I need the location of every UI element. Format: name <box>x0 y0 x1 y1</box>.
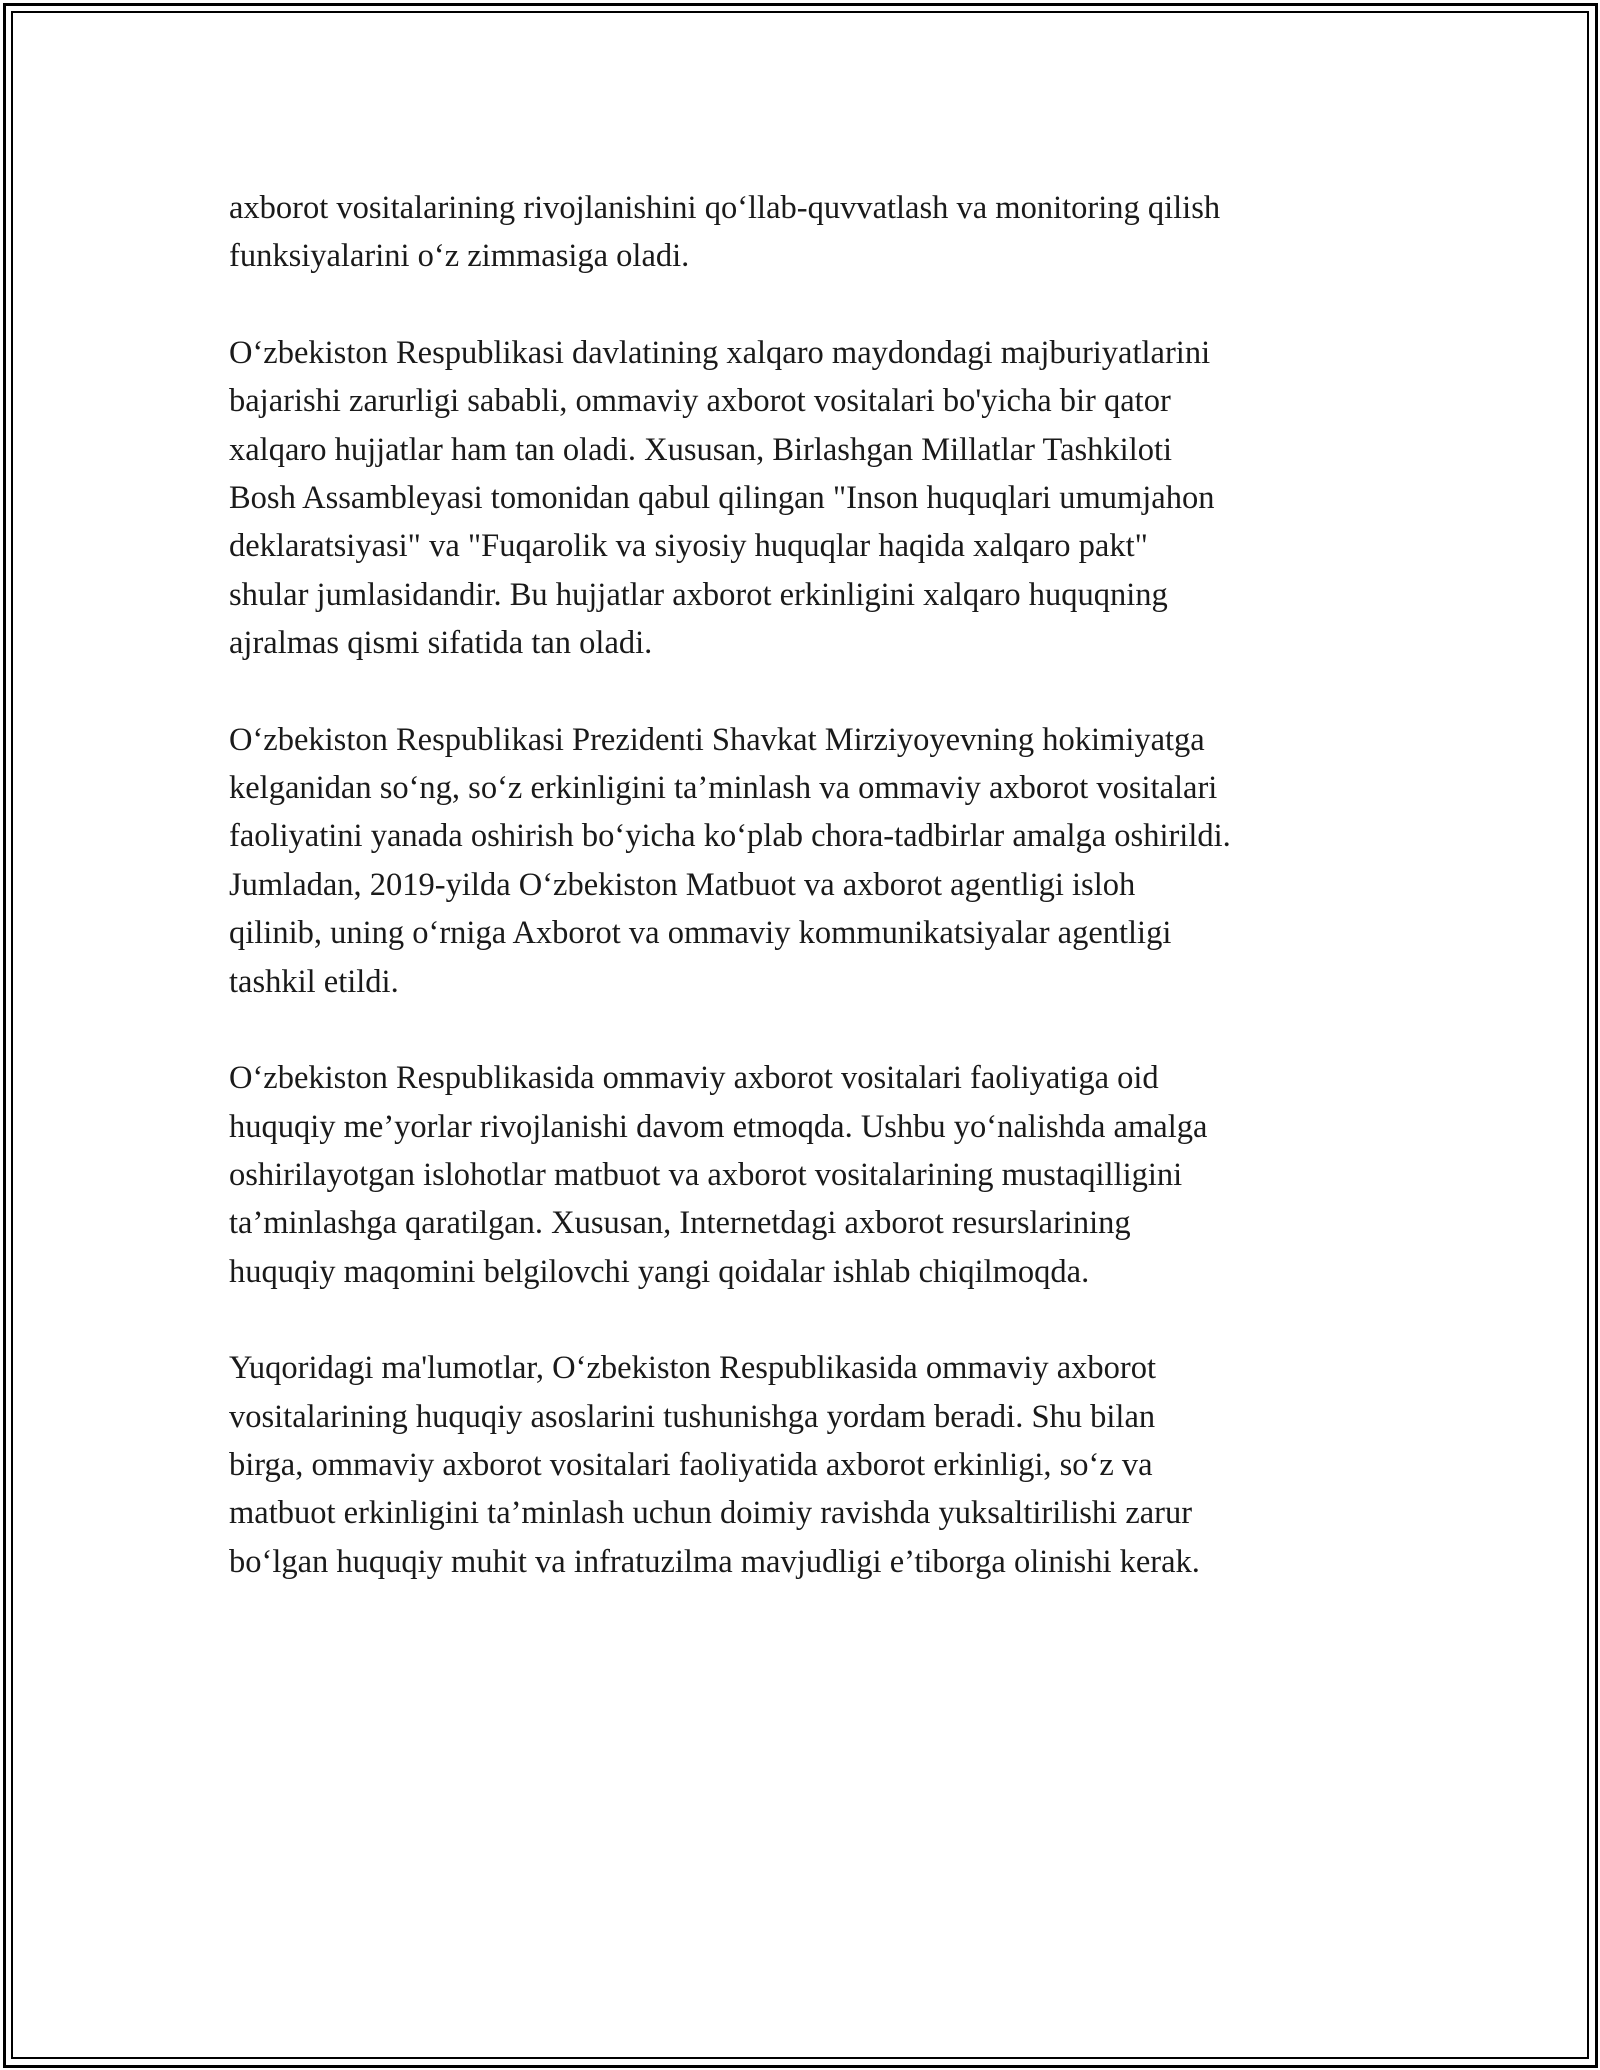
paragraph-2 <box>229 329 1369 668</box>
text-line: axborot vositalarining rivojlanishini qo‘llab-quvvatlash va monitoring qilish <box>229 190 1221 226</box>
text-line: Bosh Assambleyasi tomonidan qabul qilingan "Inson huquqlari umumjahon <box>229 480 1215 517</box>
document-body <box>229 184 1369 1634</box>
paragraph-3 <box>229 716 1369 1006</box>
paragraph-5 <box>229 1344 1369 1586</box>
text-line: matbuot erkinligini ta’minlash uchun doimiy ravishda yuksaltirilishi zarur <box>229 1495 1193 1532</box>
text-line: vositalarining huquqiy asoslarini tushunishga yordam beradi. Shu bilan <box>229 1398 1156 1435</box>
paragraph-4 <box>229 1054 1369 1296</box>
text-line: oshirilayotgan islohotlar matbuot va axborot vositalarining mustaqilligini <box>229 1156 1183 1193</box>
text-line: qilinib, uning o‘rniga Axborot va ommaviy kommunikatsiyalar agentligi <box>229 915 1172 952</box>
text-line: funksiyalarini o‘z zimmasiga oladi. <box>229 238 690 275</box>
text-line: tashkil etildi. <box>229 963 399 1000</box>
paragraph-1 <box>229 184 1369 281</box>
text-line: O‘zbekiston Respublikasida ommaviy axborot vositalari faoliyatiga oid <box>229 1060 1159 1097</box>
text-line: ta’minlashga qaratilgan. Xususan, Internetdagi axborot resurslarining <box>229 1205 1131 1242</box>
text-line: huquqiy maqomini belgilovchi yangi qoidalar ishlab chiqilmoqda. <box>229 1253 1090 1290</box>
text-line: O‘zbekiston Respublikasi davlatining xalqaro maydondagi majburiyatlarini <box>229 334 1211 371</box>
text-line: deklaratsiyasi" va "Fuqarolik va siyosiy huquqlar haqida xalqaro pakt" <box>229 528 1148 565</box>
text-line: bo‘lgan huquqiy muhit va infratuzilma mavjudligi e’tiborga olinishi kerak. <box>229 1543 1200 1580</box>
text-line: birga, ommaviy axborot vositalari faoliyatida axborot erkinligi, so‘z va <box>229 1446 1153 1483</box>
text-line: xalqaro hujjatlar ham tan oladi. Xususan, Birlashgan Millatlar Tashkiloti <box>229 431 1173 468</box>
text-line: shular jumlasidandir. Bu hujjatlar axborot erkinligini xalqaro huquqning <box>229 576 1168 613</box>
text-line: Jumladan, 2019-yilda O‘zbekiston Matbuot va axborot agentligi isloh <box>229 866 1136 903</box>
text-line: kelganidan so‘ng, so‘z erkinligini ta’minlash va ommaviy axborot vositalari <box>229 770 1218 807</box>
text-line: huquqiy me’yorlar rivojlanishi davom etmoqda. Ushbu yo‘nalishda amalga <box>229 1108 1208 1145</box>
text-line: bajarishi zarurligi sababli, ommaviy axborot vositalari bo'yicha bir qator <box>229 383 1171 420</box>
text-line: faoliyatini yanada oshirish bo‘yicha ko‘plab chora-tadbirlar amalga oshirildi. <box>229 818 1231 855</box>
text-line: ajralmas qismi sifatida tan oladi. <box>229 625 653 662</box>
text-line: O‘zbekiston Respublikasi Prezidenti Shavkat Mirziyoyevning hokimiyatga <box>229 721 1205 758</box>
text-line: Yuqoridagi ma'lumotlar, O‘zbekiston Respublikasida ommaviy axborot <box>229 1350 1157 1387</box>
